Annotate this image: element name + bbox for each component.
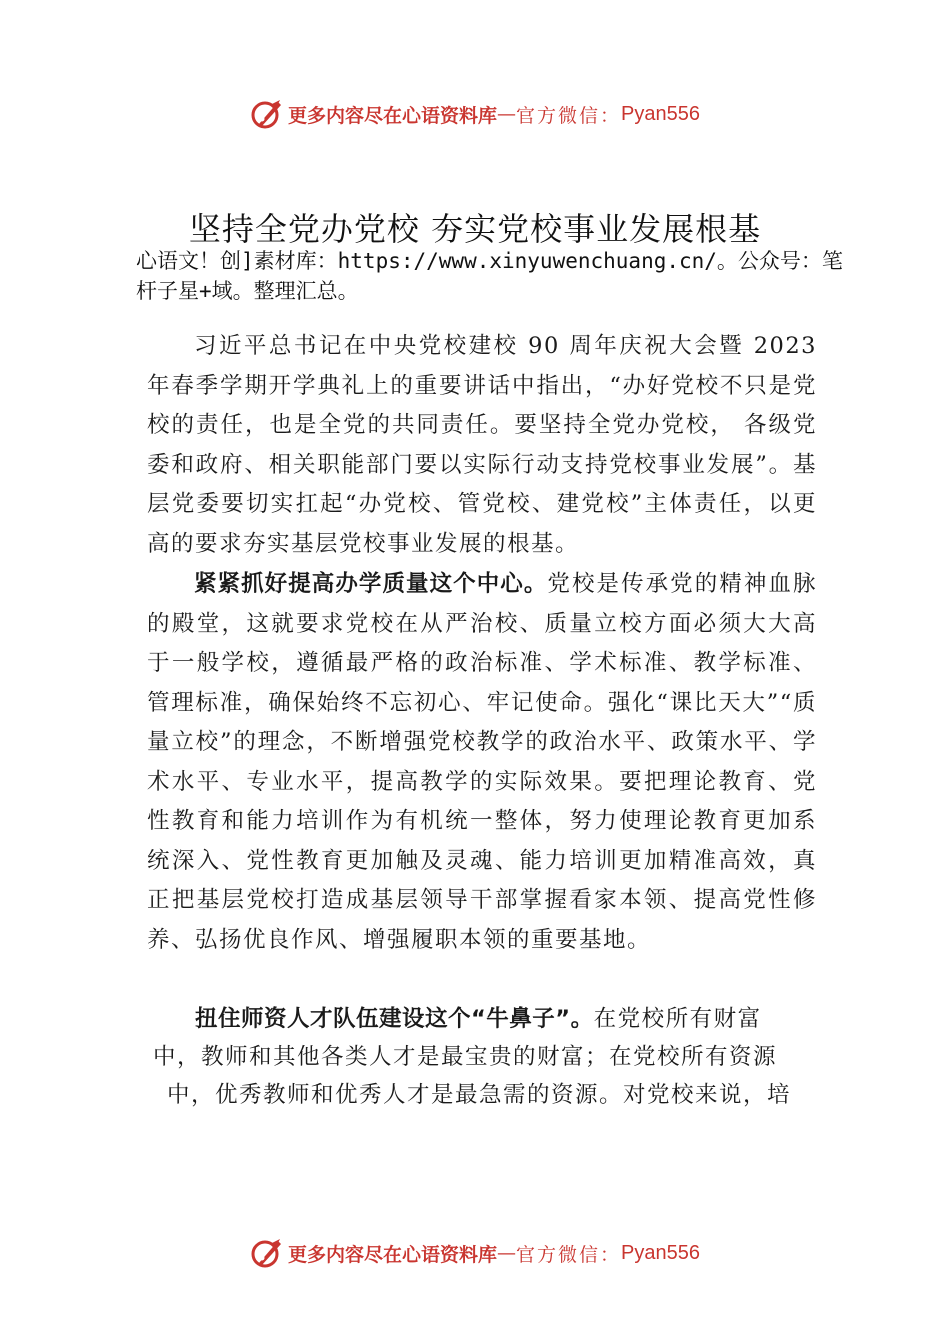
paragraph-1 [147,327,817,564]
quill-pen-logo-icon [250,97,284,131]
paragraph-lead: 扭住师资人才队伍建设这个“牛鼻子”。 [195,1006,594,1032]
paragraph-text: 习近平总书记在中央党校建校 90 周年庆祝大会暨 2023 年春季学期开学典礼上的重要讲话中指出，“办好党校不只是党校的责任，也是全党的共同责任。要坚持全党办党校， 各级党委和政府、相关职能部门要以实际行动支持党校事业发展”。基层党委要切实扛起“办党校、管党校、建党校”主体责任，以更高的要求夯实基层党校事业发展的根基。 [147,333,817,557]
banner-wechat-label: 官方微信： [516,104,622,127]
paragraph-line: 中，教师和其他各类人才是最宝贵的财富；在党校所有资源 [153,1044,778,1070]
banner-dash: — [497,1242,517,1264]
banner-wechat-id: Pyan556 [621,1241,700,1264]
paragraph-3 [147,1000,827,1114]
paragraph-line [147,1000,827,1038]
footer-banner [0,1233,950,1273]
paragraph-2 [147,565,817,960]
document-title: 坚持全党办党校 夯实党校事业发展根基 [188,210,762,248]
header-banner [0,94,950,134]
banner-wechat-label: 官方微信： [516,1243,622,1266]
paragraph-body [147,565,817,960]
quill-pen-logo-icon [250,1236,284,1270]
paragraph-text: 党校是传承党的精神血脉的殿堂，这就要求党校在从严治校、质量立校方面必须大大高于一般学校，遵循最严格的政治标准、学术标准、教学标准、管理标准，确保始终不忘初心、牢记使命。强化“课比天大”“质量立校”的理念，不断增强党校教学的政治水平、政策水平、学术水平、专业水平，提高教学的实际效果。要把理论教育、党性教育和能力培训作为有机统一整体，努力使理论教育更加系统深入、党性教育更加触及灵魂、能力培训更加精准高效，真正把基层党校打造成基层领导干部掌握看家本领、提高党性修养、弘扬优良作风、增强履职本领的重要基地。 [147,571,817,953]
paragraph-text: 在党校所有财富 [593,1006,762,1032]
document-source: 心语文！创]素材库：https://www.xinyuwenchuang.cn/。公众号：笔杆子星+域。整理汇总。 [136,249,843,303]
paragraph-lead: 紧紧抓好提高办学质量这个中心。 [194,571,548,597]
banner-slogan: 更多内容尽在心语资料库 [288,104,498,127]
banner-dash: — [497,103,517,125]
paragraph-line: 中，优秀教师和优秀人才是最急需的资源。对党校来说，培 [167,1082,792,1108]
banner-slogan: 更多内容尽在心语资料库 [288,1243,498,1266]
banner-wechat-id: Pyan556 [621,102,700,125]
